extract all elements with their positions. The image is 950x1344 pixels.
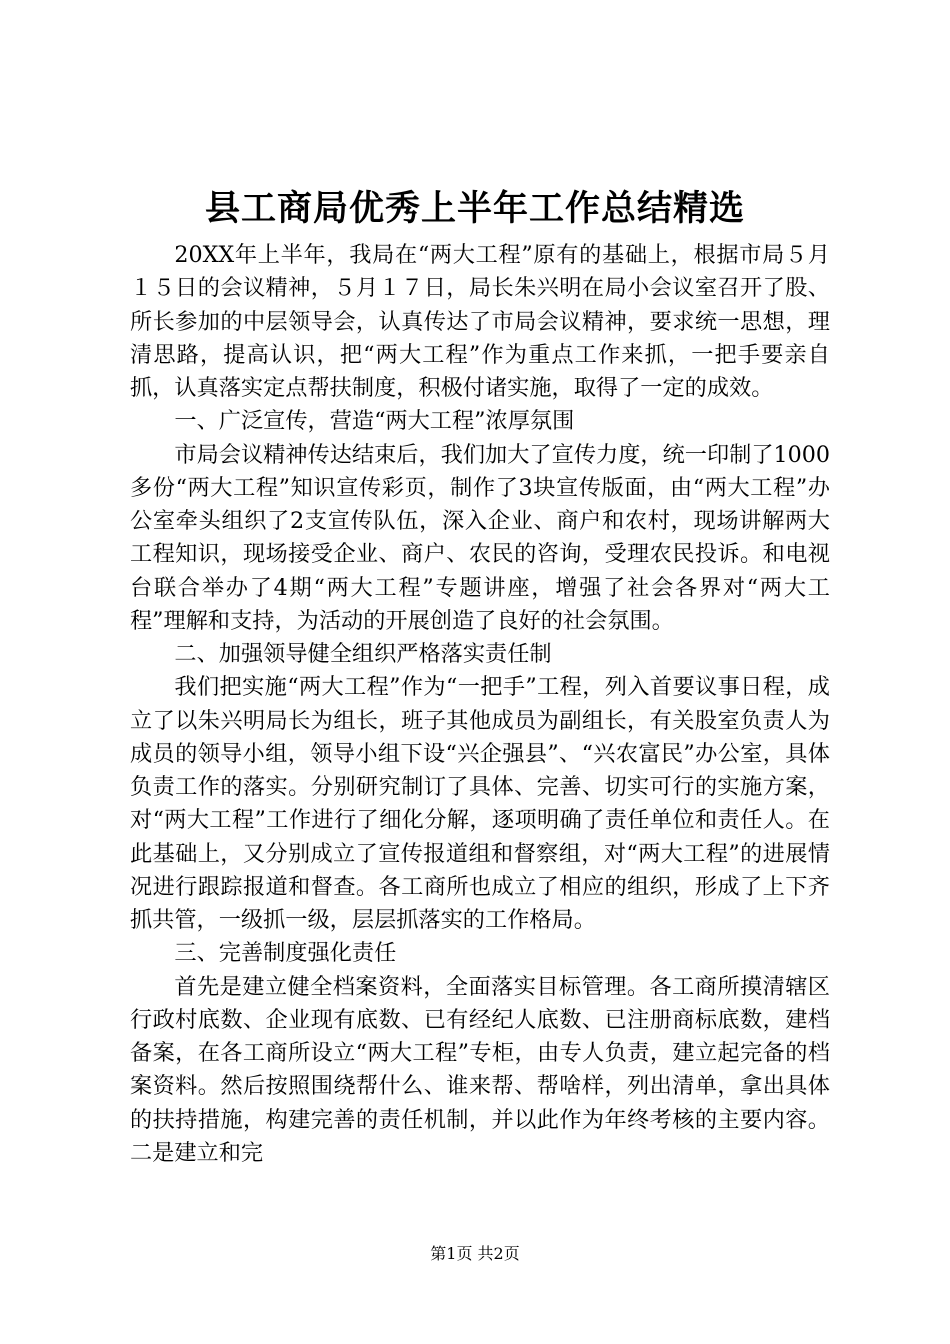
section-heading-3: 三、完善制度强化责任 — [174, 940, 397, 967]
document-title: 县工商局优秀上半年工作总结精选 — [204, 188, 745, 229]
paragraph-section-1: 市局会议精神传达结束后，我们加大了宣传力度，统一印制了1000多份“两大工程”知识宣传彩页，制作了3块宣传版面，由“两大工程”办公室牵头组织了2支宣传队伍，深入企业、商户和农村，现场讲解两大工程知识，现场接受企业、商户、农民的咨询，受理农民投诉。和电视台联合举办了4期“两大工程”专题讲座，增强了社会各界对“两大工程”理解和支持，为活动的开展创造了良好的社会氛围。 — [130, 441, 830, 634]
paragraph-intro: 20XX年上半年，我局在“两大工程”原有的基础上，根据市局５月１５日的会议精神，５月１７日，局长朱兴明在局小会议室召开了股、所长参加的中层领导会，认真传达了市局会议精神，要求统一思想，理清思路，提高认识，把“两大工程”作为重点工作来抓，一把手要亲自抓，认真落实定点帮扶制度，积极付诸实施，取得了一定的成效。 — [130, 242, 830, 401]
paragraph-section-3: 首先是建立健全档案资料，全面落实目标管理。各工商所摸清辖区行政村底数、企业现有底数、已有经纪人底数、已注册商标底数，建档备案，在各工商所设立“两大工程”专柜，由专人负责，建立起完备的档案资料。然后按照围绕帮什么、谁来帮、帮啥样，列出清单，拿出具体的扶持措施，构建完善的责任机制，并以此作为年终考核的主要内容。二是建立和完 — [130, 973, 830, 1166]
section-heading-1: 一、广泛宣传，营造“两大工程”浓厚氛围 — [174, 408, 575, 435]
document-body — [130, 239, 830, 1170]
paragraph-section-2: 我们把实施“两大工程”作为“一把手”工程，列入首要议事日程，成立了以朱兴明局长为组长，班子其他成员为副组长，有关股室负责人为成员的领导小组，领导小组下设“兴企强县”、“兴农富民”办公室，具体负责工作的落实。分别研究制订了具体、完善、切实可行的实施方案，对“两大工程”工作进行了细化分解，逐项明确了责任单位和责任人。在此基础上，又分别成立了宣传报道组和督察组，对“两大工程”的进展情况进行跟踪报道和督查。各工商所也成立了相应的组织，形成了上下齐抓共管，一级抓一级，层层抓落实的工作格局。 — [130, 674, 830, 933]
section-heading-2: 二、加强领导健全组织严格落实责任制 — [174, 641, 552, 667]
page-footer: 第1页 共2页 — [430, 1244, 520, 1263]
